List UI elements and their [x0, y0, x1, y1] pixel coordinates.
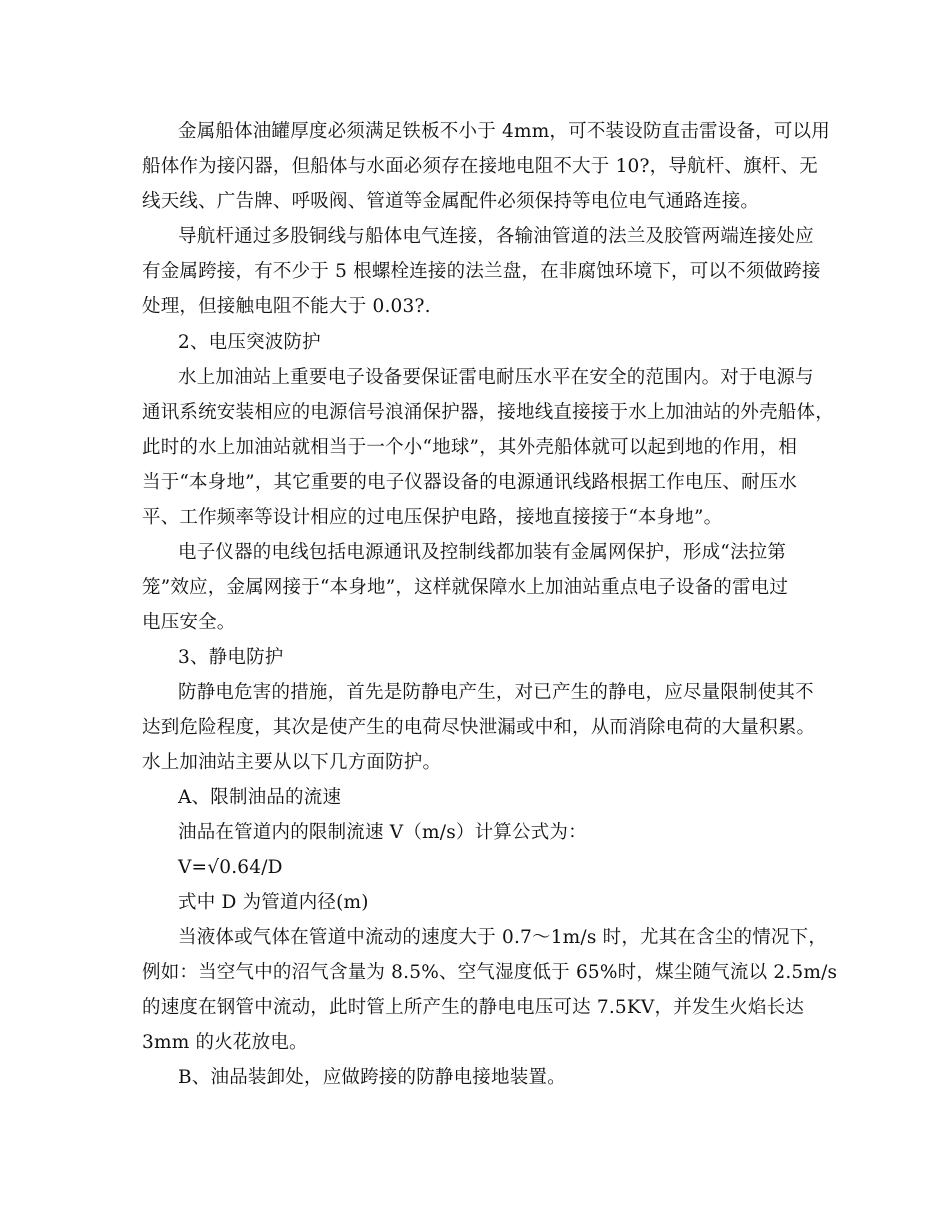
- text-line: 金属船体油罐厚度必须满足铁板不小于 4mm，可不装设防直击雷设备，可以用: [178, 121, 830, 142]
- text-line: 线天线、广告牌、呼吸阀、管道等金属配件必须保持等电位电气通路连接。: [142, 191, 760, 212]
- subsection-heading: A、限制油品的流速: [178, 787, 342, 808]
- text-line: 防静电危害的措施，首先是防静电产生，对已产生的静电，应尽量限制使其不: [178, 682, 814, 703]
- text-line: 当于“本身地”，其它重要的电子仪器设备的电源通讯线路根据工作电压、耐压水: [142, 472, 798, 493]
- formula-line: V=√0.64/D: [178, 857, 283, 878]
- text-line: 导航杆通过多股铜线与船体电气连接，各输油管道的法兰及胶管两端连接处应: [178, 226, 814, 247]
- text-line: 例如：当空气中的沼气含量为 8.5%、空气湿度低于 65%时，煤尘随气流以 2.5m/s: [142, 962, 838, 983]
- text-line: 电压安全。: [142, 612, 236, 633]
- text-line: 笼”效应，金属网接于“本身地”，这样就保障水上加油站重点电子设备的雷电过: [142, 577, 789, 598]
- section-heading: 3、静电防护: [178, 647, 284, 668]
- text-line: 当液体或气体在管道中流动的速度大于 0.7～1m/s 时，尤其在含尘的情况下，: [178, 927, 828, 948]
- text-line: 的速度在钢管中流动，此时管上所产生的静电电压可达 7.5KV，并发生火焰长达: [142, 997, 805, 1018]
- section-heading: 2、电压突波防护: [178, 332, 321, 353]
- subsection-heading: B、油品装卸处，应做跨接的防静电接地装置。: [178, 1067, 566, 1088]
- text-line: 电子仪器的电线包括电源通讯及控制线都加装有金属网保护，形成“法拉第: [178, 542, 787, 563]
- text-line: 水上加油站主要从以下几方面防护。: [142, 752, 442, 773]
- text-line: 式中 D 为管道内径(m): [178, 892, 369, 913]
- text-line: 3mm 的火花放电。: [142, 1032, 308, 1053]
- text-line: 此时的水上加油站就相当于一个小“地球”，其外壳船体就可以起到地的作用，相: [142, 437, 798, 458]
- text-line: 达到危险程度，其次是使产生的电荷尽快泄漏或中和，从而消除电荷的大量积累。: [142, 717, 816, 738]
- text-line: 平、工作频率等设计相应的过电压保护电路，接地直接接于“本身地”。: [142, 507, 723, 528]
- text-line: 船体作为接闪器，但船体与水面必须存在接地电阻不大于 10?，导航杆、旗杆、无: [142, 156, 818, 177]
- text-line: 油品在管道内的限制流速 V（m/s）计算公式为：: [178, 822, 587, 843]
- text-line: 水上加油站上重要电子设备要保证雷电耐压水平在安全的范围内。对于电源与: [178, 367, 814, 388]
- text-line: 通讯系统安装相应的电源信号浪涌保护器，接地线直接接于水上加油站的外壳船体，: [142, 402, 834, 423]
- text-line: 有金属跨接，有不少于 5 根螺栓连接的法兰盘，在非腐蚀环境下，可以不须做跨接: [142, 261, 821, 282]
- text-line: 处理，但接触电阻不能大于 0.03?.: [142, 296, 431, 317]
